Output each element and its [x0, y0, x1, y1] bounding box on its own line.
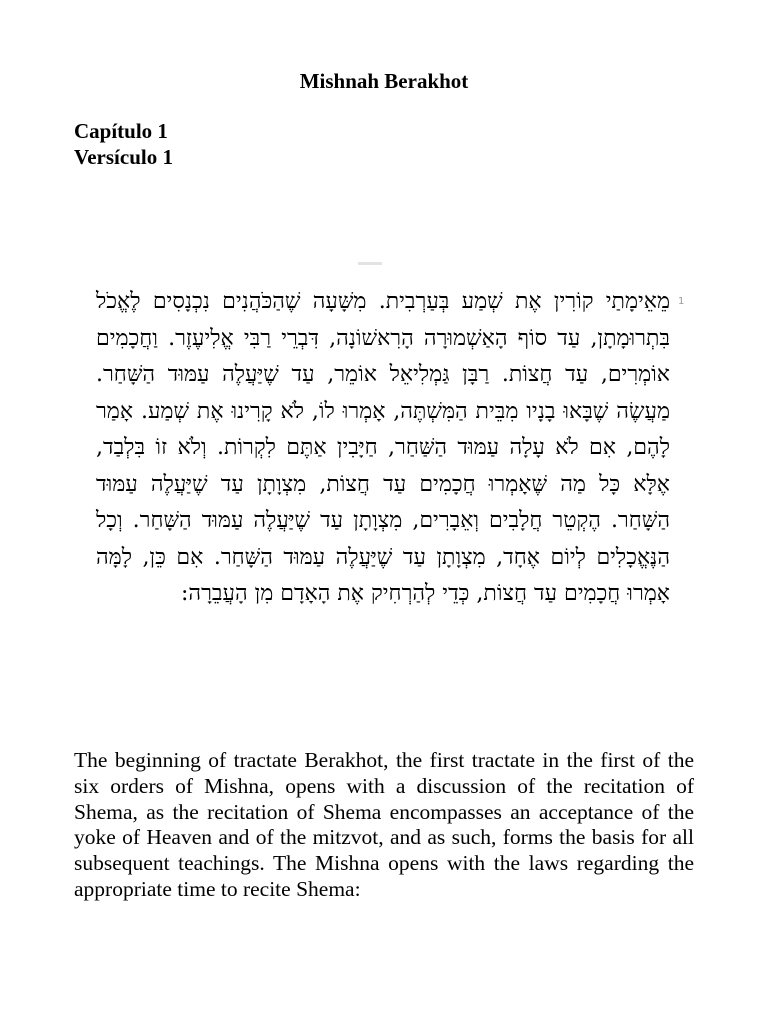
footnote-marker[interactable]: 1 [678, 296, 685, 307]
verse-heading: Versículo 1 [74, 145, 173, 169]
english-commentary-text: The beginning of tractate Berakhot, the first tractate in the first of the six orders of Mishna, opens with a discussion of the recitation of Shema, as the recitation of Shema encompasses an acceptance of the yoke of Heaven and of the mitzvot, and as such, forms the basis for all subsequent teachings. The Mishna opens with the laws regarding the appropriate time to recite Shema: [74, 748, 694, 901]
chapter-heading: Capítulo 1 [74, 119, 168, 143]
page-title: Mishnah Berakhot [299, 69, 469, 93]
hebrew-mishnah-text: מֵאֵימָתַי קוֹרִין אֶת שְׁמַע בְּעַרְבִית. מִשָּׁעָה שֶׁהַכֹּהֲנִים נִכְנָסִים לֶאֱכֹל בִּתְרוּמָתָן, עַד סוֹף הָאַשְׁמוּרָה הָרִאשׁוֹנָה, דִּבְרֵי רַבִּי אֱלִיעֶזֶר. וַחֲכָמִים אוֹמְרִים, עַד חֲצוֹת. רַבָּן גַּמְלִיאֵל אוֹמֵר, עַד שֶׁיַּעֲלֶה עַמּוּד הַשָּׁחַר. מַעֲשֶׂה שֶׁבָּאוּ בָנָיו מִבֵּית הַמִּשְׁתֶּה, אָמְרוּ לוֹ, לֹא קָרִינוּ אֶת שְׁמַע. אָמַר לָהֶם, אִם לֹא עָלָה עַמּוּד הַשַּׁחַר, חַיָּבִין אַתֶּם לִקְרוֹת. וְלֹא זוֹ בִּלְבַד, אֶלָּא כָּל מַה שֶּׁאָמְרוּ חֲכָמִים עַד חֲצוֹת, מִצְוָתָן עַד שֶׁיַּעֲלֶה עַמּוּד הַשָּׁחַר. הֶקְטֵר חֲלָבִים וְאֵבָרִים, מִצְוָתָן עַד שֶׁיַּעֲלֶה עַמּוּד הַשָּׁחַר. וְכָל הַנֶּאֱכָלִים לְיוֹם אֶחָד, מִצְוָתָן עַד שֶׁיַּעֲלֶה עַמּוּד הַשָּׁחַר. אִם כֵּן, לָמָּה אָמְרוּ חֲכָמִים עַד חֲצוֹת, כְּדֵי לְהַרְחִיק אֶת הָאָדָם מִן הָעֲבֵרָה: [96, 289, 670, 606]
section-divider [358, 262, 382, 265]
